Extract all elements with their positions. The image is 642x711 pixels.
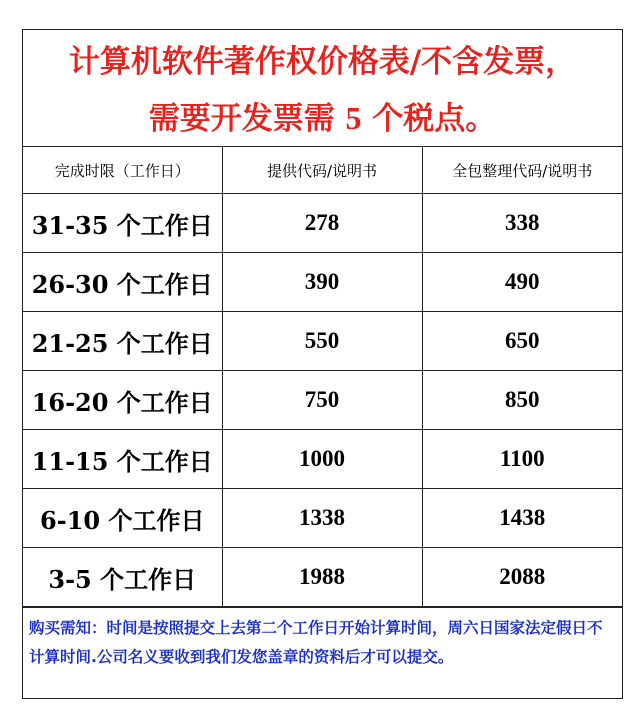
provide-price-cell: 750 <box>222 371 422 430</box>
timeframe-cell: 31-35 个工作日 <box>23 194 222 253</box>
header-title: 计算机软件著作权价格表/不含发票， <box>68 44 577 80</box>
timeframe-cell: 26-30 个工作日 <box>23 253 222 312</box>
provide-price-cell: 1338 <box>222 489 422 548</box>
column-header-provide-code: 提供代码/说明书 <box>222 147 422 194</box>
provide-price-cell: 1000 <box>222 430 422 489</box>
table-row <box>23 489 622 548</box>
table-row <box>23 548 622 607</box>
price-sheet <box>22 29 623 699</box>
timeframe-cell: 6-10 个工作日 <box>23 489 222 548</box>
timeframe-cell: 21-25 个工作日 <box>23 312 222 371</box>
full-price-cell: 2088 <box>422 548 622 607</box>
provide-price-cell: 278 <box>222 194 422 253</box>
column-header-full-service: 全包整理代码/说明书 <box>422 147 622 194</box>
price-table-header <box>23 30 622 147</box>
timeframe-cell: 16-20 个工作日 <box>23 371 222 430</box>
full-price-cell: 490 <box>422 253 622 312</box>
provide-price-cell: 550 <box>222 312 422 371</box>
full-price-cell: 850 <box>422 371 622 430</box>
table-row <box>23 371 622 430</box>
table-row <box>23 312 622 371</box>
full-price-cell: 1438 <box>422 489 622 548</box>
header-invoice-suffix: 个税点。 <box>361 101 497 137</box>
full-price-cell: 1100 <box>422 430 622 489</box>
header-tax-points: 5 <box>345 100 362 136</box>
full-price-cell: 338 <box>422 194 622 253</box>
header-invoice-prefix: 需要开发票需 <box>148 101 346 137</box>
table-row <box>23 253 622 312</box>
table-row <box>23 194 622 253</box>
timeframe-cell: 11-15 个工作日 <box>23 430 222 489</box>
table-header-row <box>23 147 622 194</box>
header-invoice-note <box>23 90 622 147</box>
purchase-notice: 购买需知：时间是按照提交上去第二个工作日开始计算时间，周六日国家法定假日不计算时间.公司名义要收到我们发您盖章的资料后才可以提交。 <box>23 607 622 699</box>
column-header-timeframe: 完成时限（工作日） <box>23 147 222 194</box>
provide-price-cell: 390 <box>222 253 422 312</box>
full-price-cell: 650 <box>422 312 622 371</box>
timeframe-cell: 3-5 个工作日 <box>23 548 222 607</box>
table-row <box>23 430 622 489</box>
provide-price-cell: 1988 <box>222 548 422 607</box>
price-table <box>23 147 622 607</box>
